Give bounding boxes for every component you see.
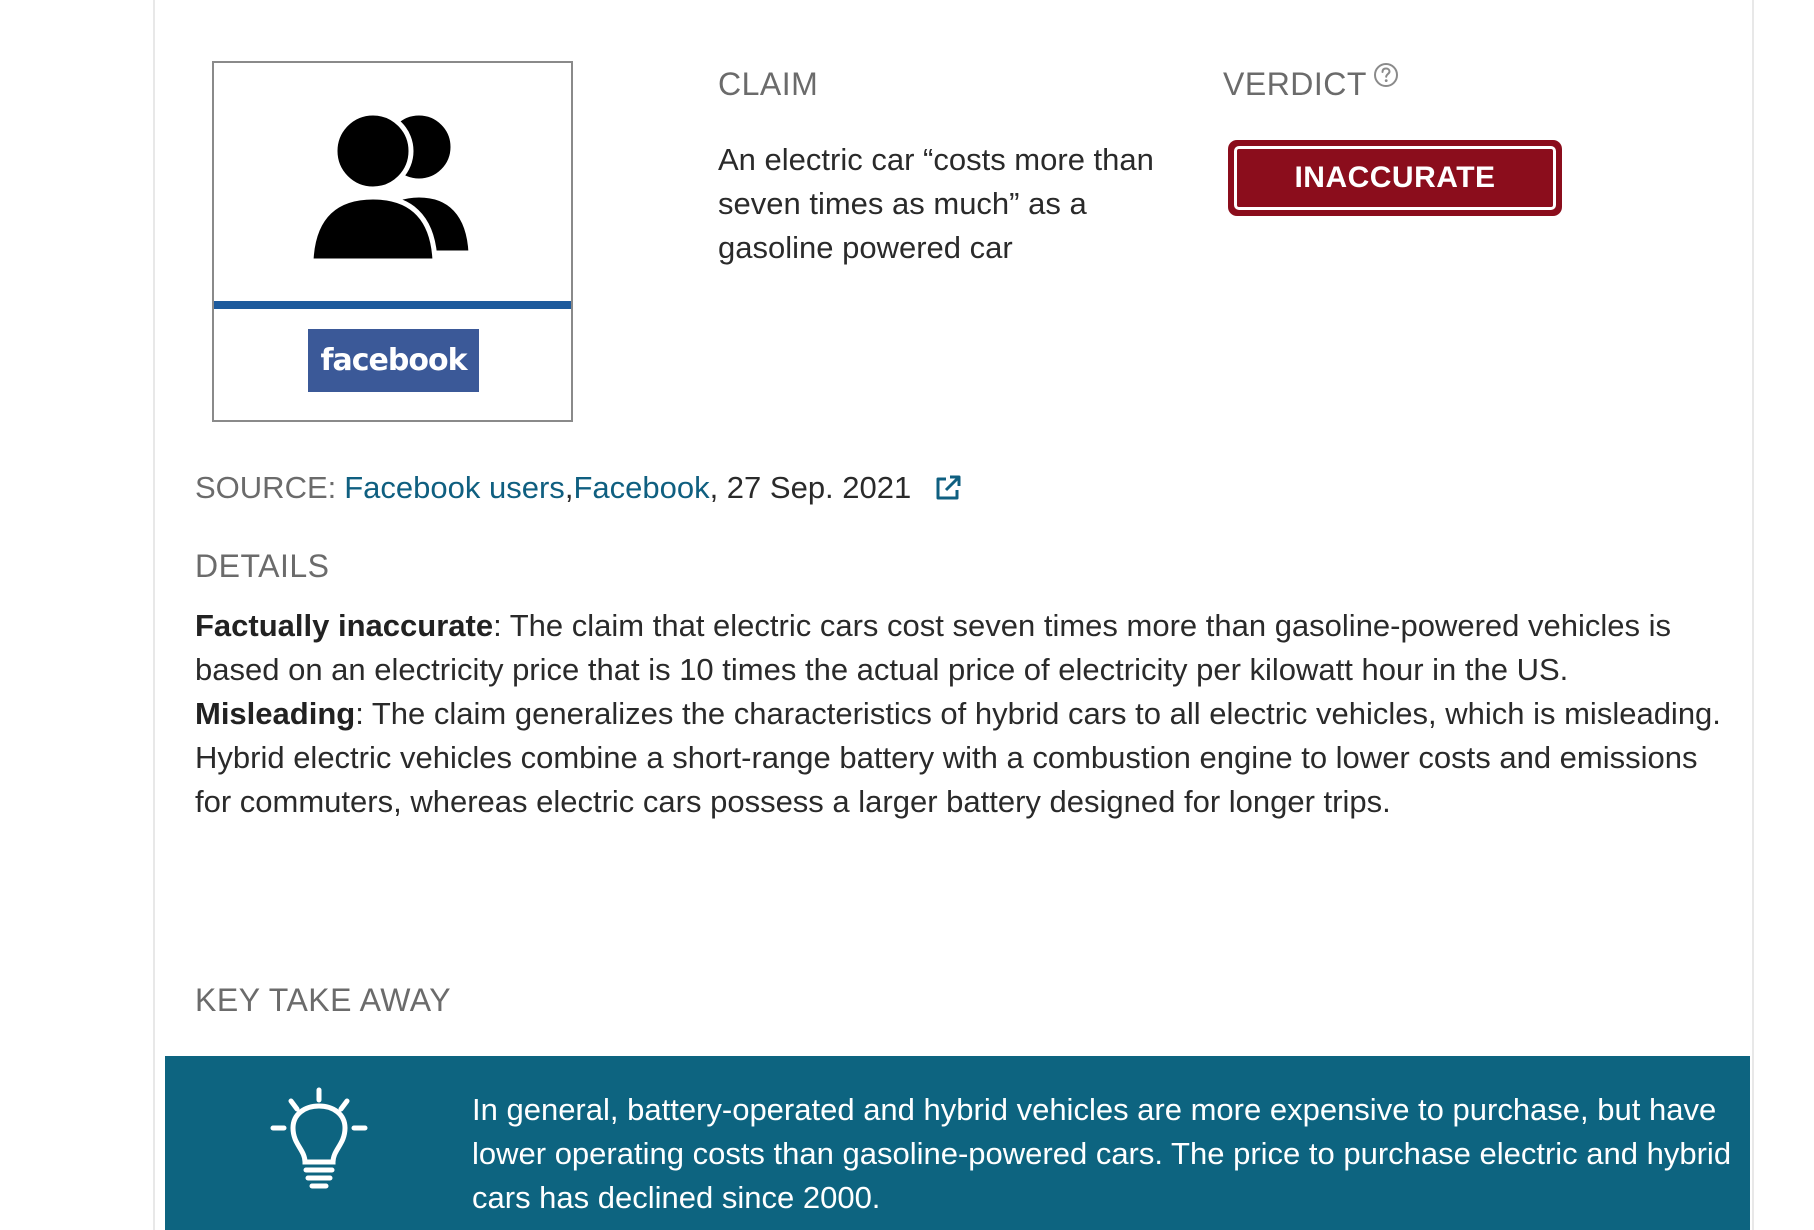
detail-term: Factually inaccurate — [195, 608, 494, 643]
detail-term: Misleading — [195, 696, 356, 731]
verdict-label: VERDICT — [1223, 66, 1367, 102]
source-platform-link[interactable]: Facebook — [573, 470, 710, 505]
divider — [214, 301, 571, 309]
claim-label: CLAIM — [718, 66, 819, 102]
detail-text: : The claim generalizes the characteristics of hybrid cars to all electric vehicles, which is misleading. Hybrid electric vehicles combine a short-range battery with a combustion engine to lower costs and emissions for commuters, whereas electric cars possess a larger battery designed for longer trips. — [195, 696, 1721, 819]
detail-item — [195, 692, 1725, 824]
verdict-label-row — [1223, 66, 1399, 103]
source-date: , 27 Sep. 2021 — [709, 470, 912, 505]
details-body — [195, 604, 1725, 824]
verdict-badge — [1228, 140, 1562, 216]
verdict-value: INACCURATE — [1234, 146, 1556, 210]
claim-source-image — [212, 61, 573, 422]
group-users-icon — [289, 103, 501, 263]
source-author-link[interactable]: Facebook users — [344, 470, 565, 505]
source-line — [195, 470, 963, 506]
detail-text: : The claim that electric cars cost seven times more than gasoline-powered vehicles is based on an electricity price that is 10 times the actual price of electricity per kilowatt hour in the US. — [195, 608, 1672, 687]
external-link-icon[interactable] — [933, 473, 963, 503]
detail-item — [195, 604, 1725, 692]
details-label: DETAILS — [195, 548, 330, 584]
source-separator: , — [564, 470, 574, 505]
key-takeaway-panel — [165, 1056, 1750, 1230]
lightbulb-icon — [263, 1084, 375, 1196]
key-takeaway-text: In general, battery-operated and hybrid vehicles are more expensive to purchase, but have lower operating costs than gasoline-powered cars. The price to purchase electric and hybrid cars has declined since 2000. — [472, 1092, 1732, 1215]
key-takeaway-label: KEY TAKE AWAY — [195, 982, 452, 1018]
question-circle-icon[interactable] — [1373, 62, 1399, 88]
facebook-logo: facebook — [308, 329, 479, 392]
claim-text: An electric car “costs more than seven times as much” as a gasoline powered car — [718, 142, 1154, 265]
source-label: SOURCE: — [195, 470, 337, 505]
